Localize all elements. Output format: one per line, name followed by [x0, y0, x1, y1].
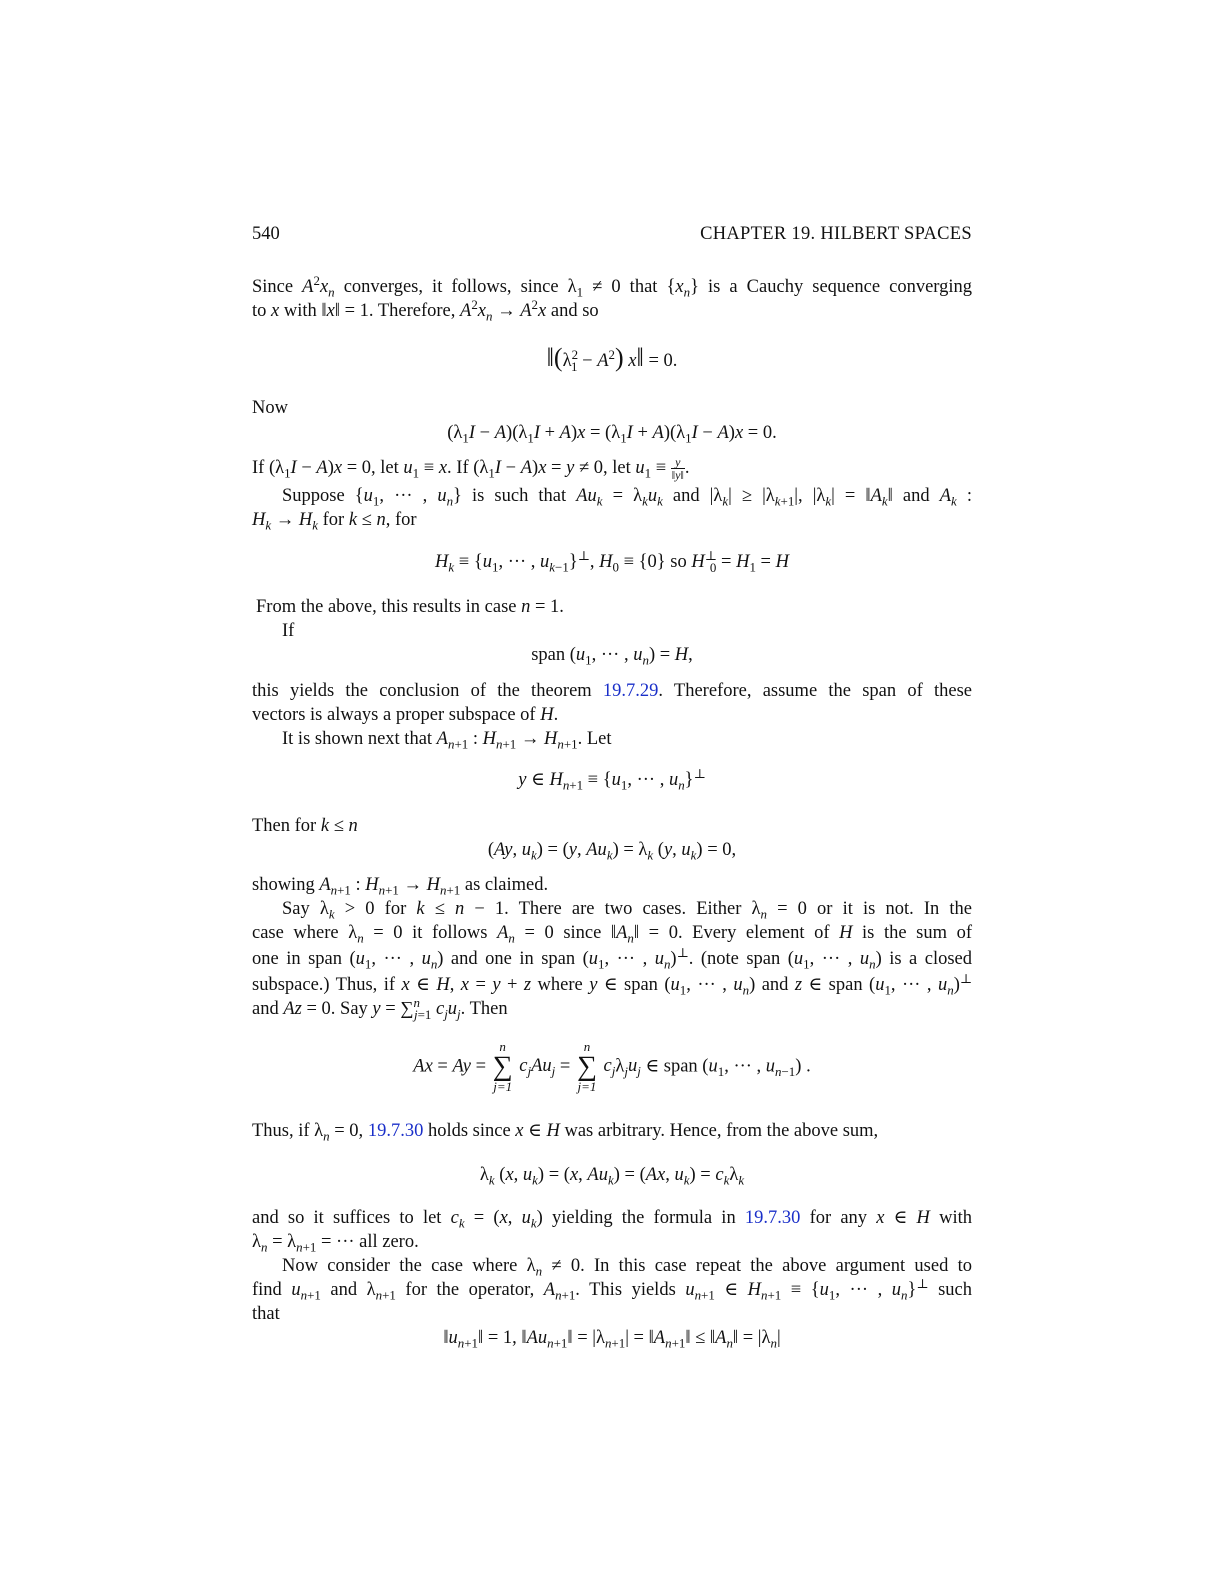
theorem-reference-link[interactable]: 19.7.29 [602, 681, 659, 701]
paragraph-line: find $u_{n+1}$ and $\lambda_{n+1}$ for the operator, $A_{n+1}$. This yields $u_{n+1}$ ∈ $H_{n+1} \equiv \{u_1$, ··· , $u_n\}^\perp$ such [252, 1275, 972, 1303]
paragraph-line: subspace.) Thus, if x ∈ H, x = y + z where y ∈ span ($u_1$, ··· , $u_n$) and z ∈ span ($u_1$, ··· , $u_n)^\perp$ [252, 970, 973, 998]
paragraph-line: Now [252, 398, 288, 418]
paragraph-line: Suppose {$u_1$, ··· , $u_n$} is such that $Au_k = \lambda_ku_k$ and $|\lambda_k| \ge |\lambda_{k+1}|$, $|\lambda_k|$ = $‖A_k‖$ and $A_k$ : [282, 486, 973, 509]
paragraph-line: vectors is always a proper subspace of H. [252, 705, 559, 725]
paragraph-line: $H_k \to H_k$ for k ≤ n, for [252, 510, 417, 533]
paragraph-line: and Az = 0. Say y = ∑$^n_{j=1}$ $c_ju_j$. Then [252, 994, 508, 1022]
paragraph-line: $\lambda_n = \lambda_{n+1}$ = ··· all zero. [252, 1232, 419, 1255]
display-equation: $H_k \equiv \{u_1$, ··· , $u_{k-1}\}^\perp$, $H_0 \equiv \{0\}$ so $H^\perp_0 = H_1 = H$ [435, 547, 789, 575]
display-equation: $(\lambda_1I - A)(\lambda_1I + A)x = (\lambda_1I + A)(\lambda_1I - A)x = 0$. [447, 423, 777, 446]
paragraph-line: Since $A^2x_n$ converges, it follows, since $\lambda_1 \ne 0$ that $\{x_n\}$ is a Cauchy sequence converging [252, 272, 972, 300]
paragraph-line: Then for k ≤ n [252, 816, 358, 836]
paragraph-line: It is shown next that $A_{n+1}$ : $H_{n+1} \to H_{n+1}$. Let [282, 729, 612, 752]
paragraph-line: From the above, this results in case n = 1. [256, 597, 564, 617]
display-equation: $\lambda_k$ (x, $u_k) = (x$, $Au_k) = (Ax$, $u_k) = c_k\lambda_k$ [479, 1165, 745, 1188]
paragraph-line: If [282, 621, 295, 641]
paragraph-line: and so it suffices to let $c_k = (x$, $u_k$) yielding the formula in 19.7.30 for any x ∈ H with [252, 1208, 972, 1231]
paragraph-line: case where $\lambda_n = 0$ it follows $A_n = 0$ since $‖A_n‖ = 0$. Every element of H is the sum of [252, 923, 973, 946]
running-header: CHAPTER 19. HILBERT SPACES [700, 224, 972, 244]
display-equation: (Ay, $u_k) = (y$, $Au_k) = \lambda_k$ (y, $u_k) = 0$, [487, 840, 737, 863]
paragraph-line: Now consider the case where $\lambda_n \ne 0$. In this case repeat the above argument used to [282, 1256, 972, 1279]
paragraph-line: one in span ($u_1$, ··· , $u_n$) and one in span ($u_1$, ··· , $u_n)^\perp$. (note span ($u_1$, ··· , $u_n$) is a closed [252, 944, 972, 972]
display-equation: y ∈ $H_{n+1} \equiv \{u_1$, ··· , $u_n\}^\perp$ [518, 765, 706, 793]
paragraph-line: Say $\lambda_k > 0$ for k ≤ n − 1. There are two cases. Either $\lambda_n = 0$ or it is not. In the [282, 899, 972, 922]
paragraph-line: Thus, if $\lambda_n = 0$, 19.7.30 holds since x ∈ H was arbitrary. Hence, from the above sum, [252, 1121, 879, 1144]
display-equation: $‖u_{n+1}‖ = 1$, $‖Au_{n+1}‖ = |\lambda_{n+1}|$ = $‖A_{n+1}‖$ ≤ $‖A_n‖ = |\lambda_n|$ [443, 1328, 781, 1351]
formula-reference-link[interactable]: 19.7.30 [367, 1121, 424, 1141]
display-equation: $‖(\lambda^2_1 - A^2)$ x‖ = 0. [546, 343, 678, 374]
page-number: 540 [252, 224, 280, 244]
formula-reference-link[interactable]: 19.7.30 [744, 1208, 801, 1228]
paragraph-line: to x with ‖x‖ = 1. Therefore, $A^2x_n \to A^2x$ and so [252, 296, 599, 324]
paragraph-line: that [252, 1304, 280, 1324]
display-equation: span ($u_1$, ··· , $u_n) = H$, [531, 645, 693, 668]
paragraph-line: this yields the conclusion of the theorem 19.7.29. Therefore, assume the span of these [252, 681, 973, 701]
display-equation: Ax = Ay = n ∑ j=1 $c_jAu_j$ = n ∑ j=1 $c_j\lambda_ju_j$ ∈ span ($u_1$, ··· , $u_{n-1}$) . [413, 1039, 811, 1094]
paragraph-line: If $(\lambda_1I - A)x = 0$, let $u_1 \equiv x$. If $(\lambda_1I - A)x = y \ne 0$, let $u_1$ ≡ $\frac{y}{‖y‖}$ . [252, 455, 690, 483]
paragraph-line: showing $A_{n+1}$ : $H_{n+1} \to H_{n+1}$ as claimed. [252, 875, 549, 898]
